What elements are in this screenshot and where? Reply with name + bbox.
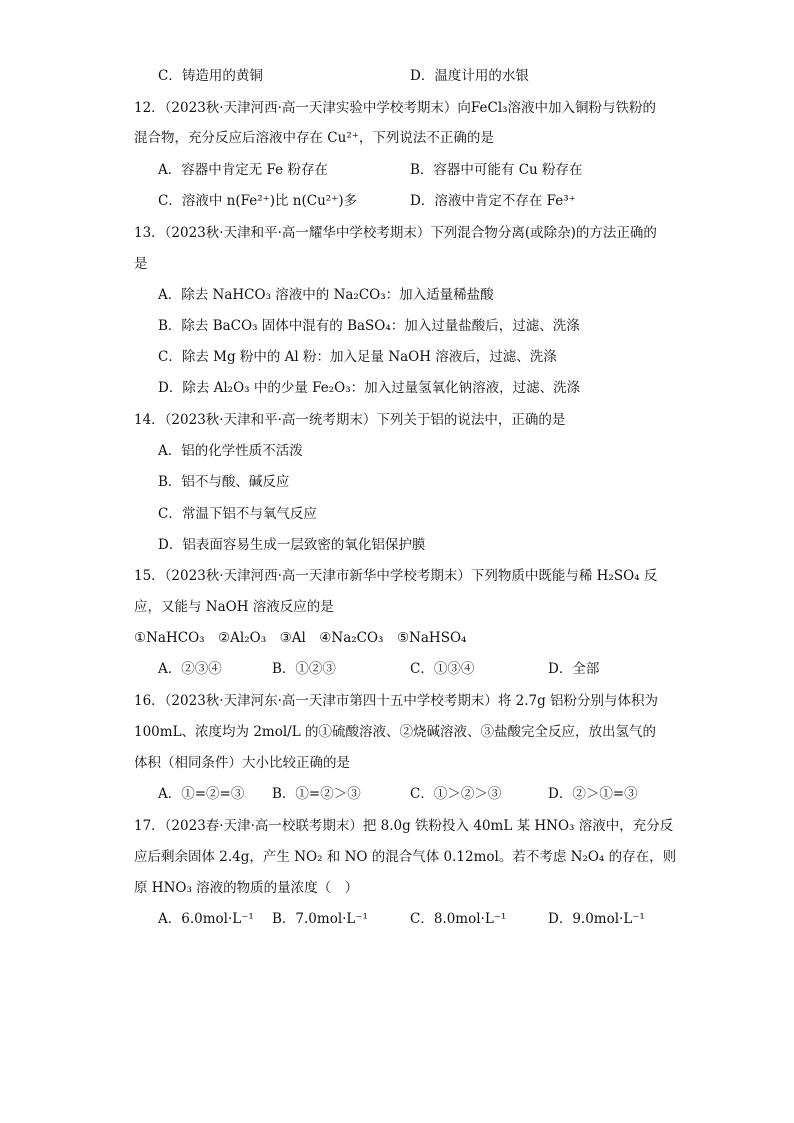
q15-option-d: D．全部 (548, 661, 600, 677)
q14-option-b: B．铝不与酸、碱反应 (158, 474, 290, 490)
q16-stem-line2: 100mL、浓度均为 2mol/L 的①硫酸溶液、②烧碱溶液、③盐酸完全反应，放出氢气的 (134, 724, 656, 740)
q13-option-a: A．除去 NaHCO₃ 溶液中的 Na₂CO₃：加入适量稀盐酸 (158, 287, 494, 303)
q14-option-a: A．铝的化学性质不活泼 (158, 443, 303, 459)
q15-option-a: A．②③④ (158, 661, 222, 677)
q12-option-a: A．容器中肯定无 Fe 粉存在 (158, 162, 328, 178)
q16-option-b: B．①=②＞③ (272, 786, 361, 802)
q13-option-b: B．除去 BaCO₃ 固体中混有的 BaSO₄：加入过量盐酸后，过滤、洗涤 (158, 318, 580, 334)
q17-stem-line1: 17．（2023春·天津·高一校联考期末）把 8.0g 铁粉投入 40mL 某 HNO₃ 溶液中，充分反 (134, 818, 674, 834)
q16-stem-line3: 体积（相同条件）大小比较正确的是 (134, 755, 350, 771)
q13-option-c: C．除去 Mg 粉中的 Al 粉：加入足量 NaOH 溶液后，过滤、洗涤 (158, 349, 557, 365)
q15-stem-line2: 应，又能与 NaOH 溶液反应的是 (134, 599, 334, 615)
q17-option-d: D．9.0mol·L⁻¹ (548, 911, 645, 927)
q16-option-c: C．①＞②＞③ (410, 786, 502, 802)
q15-option-b: B．①②③ (272, 661, 336, 677)
q17-option-b: B．7.0mol·L⁻¹ (272, 911, 368, 927)
q15-substance-list: ①NaHCO₃ ②Al₂O₃ ③Al ④Na₂CO₃ ⑤NaHSO₄ (134, 630, 467, 646)
q12-option-c: C．溶液中 n(Fe²⁺)比 n(Cu²⁺)多 (158, 193, 358, 209)
q14-option-d: D．铝表面容易生成一层致密的氧化铝保护膜 (158, 537, 426, 553)
q13-stem-line1: 13．（2023秋·天津和平·高一耀华中学校考期末）下列混合物分离(或除杂)的方法正确的 (134, 225, 657, 241)
q14-stem-line1: 14．（2023秋·天津和平·高一统考期末）下列关于铝的说法中，正确的是 (134, 412, 566, 428)
q15-option-c: C．①③④ (410, 661, 475, 677)
q12-option-d: D．溶液中肯定不存在 Fe³⁺ (410, 193, 576, 209)
q13-stem-line2: 是 (134, 256, 148, 272)
q17-option-a: A．6.0mol·L⁻¹ (158, 911, 254, 927)
q14-option-c: C．常温下铝不与氧气反应 (158, 506, 317, 522)
q16-stem-line1: 16．（2023秋·天津河东·高一天津市第四十五中学校考期末）将 2.7g 铝粉分别与体积为 (134, 693, 659, 709)
q17-option-c: C．8.0mol·L⁻¹ (410, 911, 507, 927)
q16-option-a: A．①=②=③ (158, 786, 245, 802)
q12-stem-line2: 混合物，充分反应后溶液中存在 Cu²⁺，下列说法不正确的是 (134, 130, 494, 146)
q11-option-d: D．温度计用的水银 (410, 68, 529, 84)
q15-stem-line1: 15．（2023秋·天津河西·高一天津市新华中学校考期末）下列物质中既能与稀 H₂SO₄ 反 (134, 568, 658, 584)
q12-option-b: B．容器中可能有 Cu 粉存在 (410, 162, 583, 178)
q16-option-d: D．②＞①=③ (548, 786, 638, 802)
q13-option-d: D．除去 Al₂O₃ 中的少量 Fe₂O₃：加入过量氢氧化钠溶液，过滤、洗涤 (158, 380, 581, 396)
q17-stem-line2: 应后剩余固体 2.4g，产生 NO₂ 和 NO 的混合气体 0.12mol。若不考虑 N₂O₄ 的存在，则 (134, 849, 677, 865)
q11-option-c: C．铸造用的黄铜 (158, 68, 263, 84)
q12-stem-line1: 12．（2023秋·天津河西·高一天津实验中学校考期末）向FeCl₃溶液中加入铜粉与铁粉的 (134, 100, 657, 116)
q17-stem-line3: 原 HNO₃ 溶液的物质的量浓度（ ） (134, 880, 359, 896)
